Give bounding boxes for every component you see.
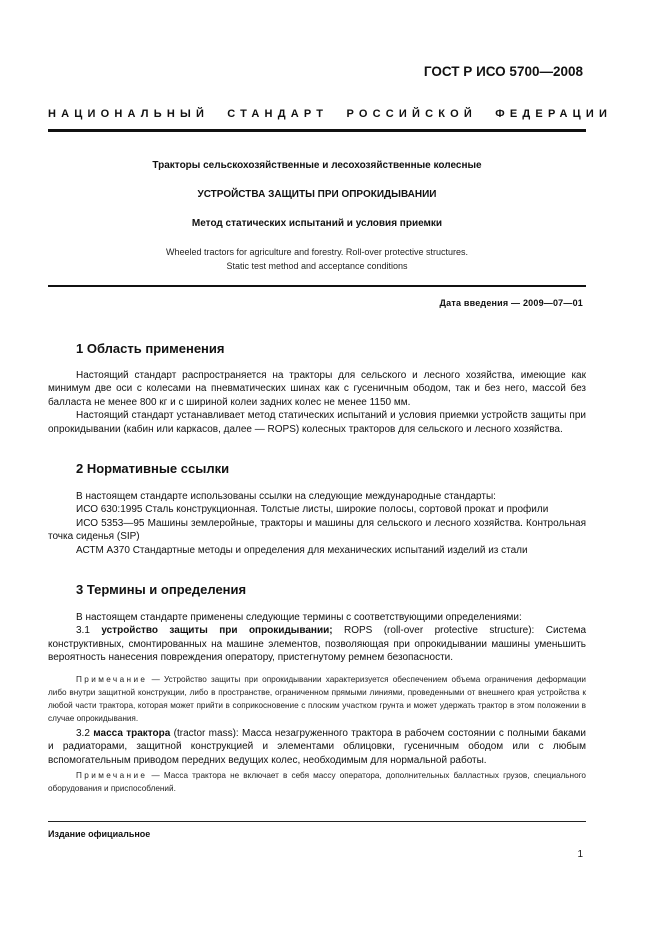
- section-1-heading: 1 Область применения: [76, 341, 225, 356]
- section-1-paragraph-1: Настоящий стандарт распространяется на тракторы для сельского и лесного хозяйства, имеющие как минимум две оси с колесами на пневматических шинах как с гусеничным ободом, так и без него, массой без балласта не менее 800 кг и с шириной колеи задних колес не менее 1150 мм.: [48, 370, 586, 408]
- term-3-2: [48, 727, 586, 767]
- note-2-text: — Масса трактора не включает в себя массу оператора, дополнительных балластных грузов, специального оборудования и приспособлений.: [48, 771, 586, 793]
- note-1: [48, 673, 586, 725]
- term-3-2-term: масса трактора: [93, 728, 171, 739]
- note-2-label: Примечание: [76, 771, 148, 780]
- title-line-2: УСТРОЙСТВА ЗАЩИТЫ ПРИ ОПРОКИДЫВАНИИ: [197, 189, 437, 200]
- document-code: ГОСТ Р ИСО 5700—2008: [423, 64, 583, 79]
- footer-rule: [48, 821, 586, 822]
- term-3-1-definition: ROPS (roll-over protective structure): Система конструктивных, смонтированных на машине элементов, позволяющая при опрокидывании машины уменьшить вероятность нанесения повреждения оператору, пристегнутому ремнем безопасности.: [48, 625, 587, 664]
- section-2-reference-astm: АСТМ А370 Стандартные методы и определения для механических испытаний изделий из стали: [76, 544, 528, 556]
- english-title-line-1: Wheeled tractors for agriculture and forestry. Roll-over protective structures.: [166, 247, 468, 257]
- section-3-heading: 3 Термины и определения: [76, 582, 247, 597]
- section-1-body: [48, 369, 586, 436]
- term-3-1-number: 3.1: [76, 625, 90, 637]
- term-3-2-definition: (tractor mass): Масса незагруженного трактора в рабочем состоянии с полными баками и радиаторами, защитной конструкцией и элементами облицовки, гусеничным ободом или с любым вспомогательным приводом передних ведущих колес, необходимым для нормальной работы.: [48, 728, 587, 766]
- term-3-2-block: [48, 727, 586, 767]
- edition-label: Издание официальное: [48, 829, 151, 839]
- term-3-1: [48, 624, 586, 664]
- header-rule: [48, 129, 586, 132]
- introduction-date: Дата введения — 2009—07—01: [439, 298, 583, 308]
- term-3-1-term: устройство защиты при опрокидывании;: [101, 625, 333, 637]
- section-2-heading: 2 Нормативные ссылки: [76, 461, 230, 476]
- title-line-1: Тракторы сельскохозяйственные и лесохозяйственные колесные: [152, 160, 482, 171]
- english-title: [48, 245, 586, 273]
- section-3-body: [48, 611, 586, 665]
- note-2: [48, 769, 586, 795]
- section-2-reference-iso630: ИСО 630:1995 Сталь конструкционная. Толстые листы, широкие полосы, сортовой прокат и профили: [76, 504, 549, 516]
- section-3-paragraph-1: В настоящем стандарте применены следующие термины с соответствующими определениями:: [76, 612, 522, 623]
- title-rule: [48, 285, 586, 287]
- term-3-2-number: 3.2: [76, 728, 90, 739]
- title-line-3: Метод статических испытаний и условия приемки: [191, 218, 443, 229]
- national-standard-title: НАЦИОНАЛЬНЫЙ СТАНДАРТ РОССИЙСКОЙ ФЕДЕРАЦИИ: [48, 108, 613, 120]
- note-1-label: Примечание: [76, 675, 148, 684]
- page-number: 1: [577, 849, 583, 860]
- section-1-paragraph-2: Настоящий стандарт устанавливает метод статических испытаний и условия приемки устройств защиты при опрокидывании (кабин или каркасов, далее — ROPS) колесных тракторов для сельского и лесного хозяйства.: [48, 410, 586, 435]
- section-2-paragraph-1: В настоящем стандарте использованы ссылки на следующие международные стандарты:: [76, 491, 496, 502]
- section-2-reference-iso5353: ИСО 5353—95 Машины землеройные, тракторы и машины для сельского и лесного хозяйства. Контрольная точка сиденья (SIP): [48, 517, 586, 543]
- english-title-line-2: Static test method and acceptance conditions: [226, 261, 408, 271]
- note-1-text: — Устройство защиты при опрокидывании характеризуется обеспечением объема ограничения деформации либо внутри защитной конструкции, либо в пространстве, ограниченном прямыми линиями, проведенными от внешнего края устройства к любой части трактора, которая может прийти в соприкосновение с плоским участком грунта и может удержать трактор в этом положении в случае опрокидывания.: [48, 675, 586, 723]
- section-2-body: [48, 490, 586, 557]
